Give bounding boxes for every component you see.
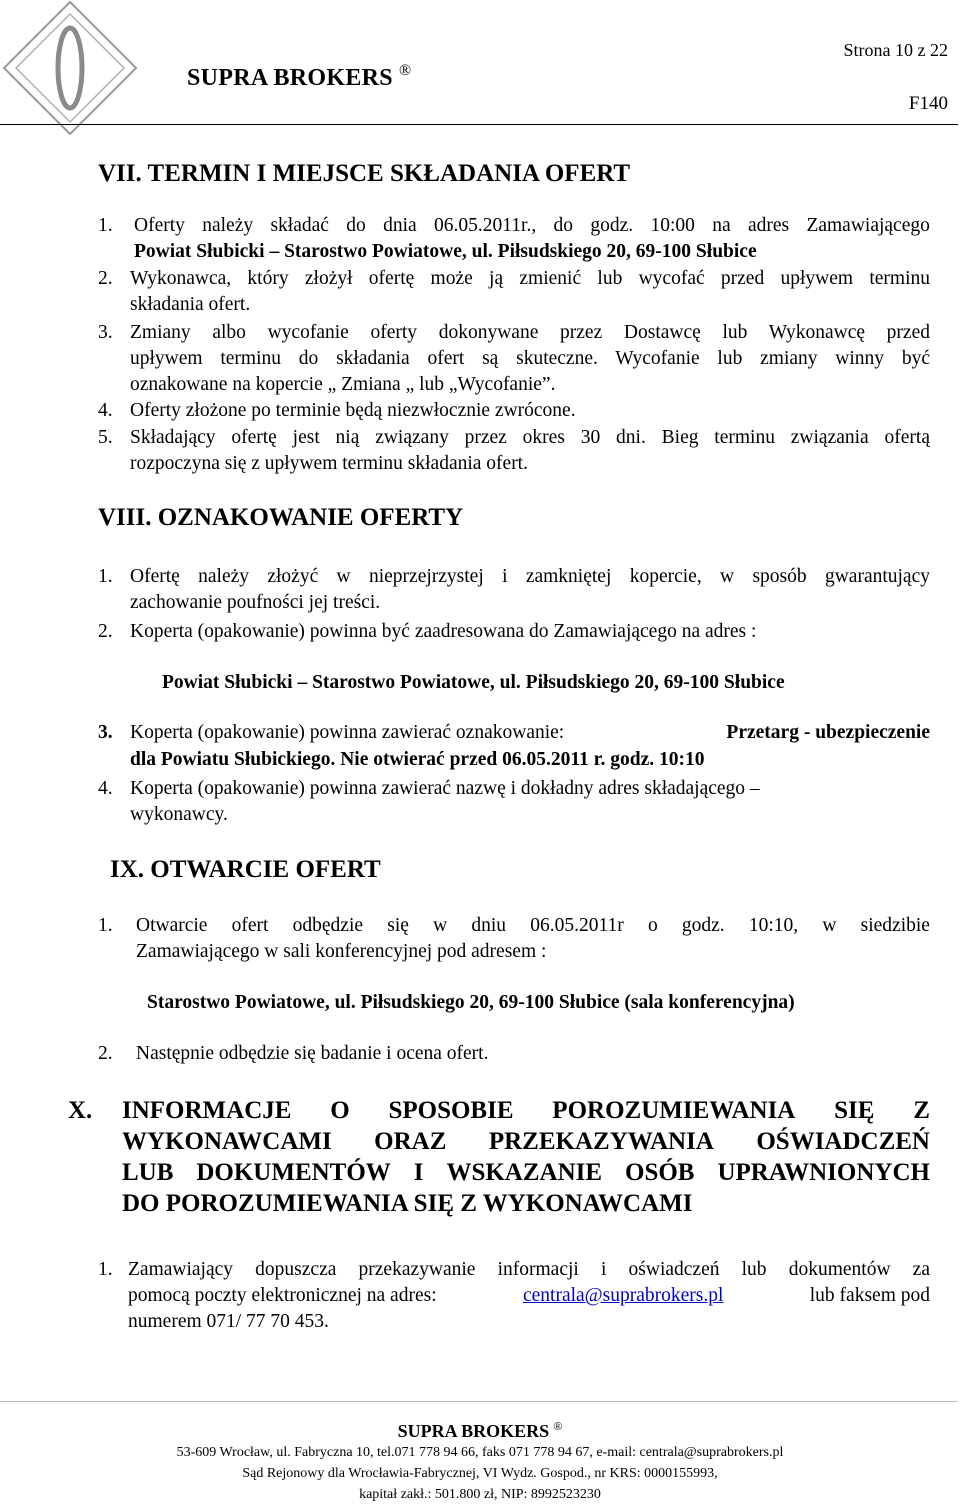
s10-item-1-line-3: numerem 071/ 77 70 453. — [128, 1311, 329, 1332]
footer-capital-line: kapitał zakł.: 501.800 zł, NIP: 8992523230 — [359, 1487, 601, 1502]
s8-item-3-line-1: Koperta (opakowanie) powinna zawierać oznakowanie: Przetarg - ubezpieczenie — [130, 722, 930, 743]
s8-item-1-line-2: zachowanie poufności jej treści. — [130, 592, 381, 613]
s7-item-1-line-1: Oferty należy składać do dnia 06.05.2011r., do godz. 10:00 na adres Zamawiającego — [134, 215, 930, 236]
footer — [0, 1416, 960, 1505]
s9-item-2-line-1: Następnie odbędzie się badanie i ocena ofert. — [136, 1043, 489, 1064]
item-number: 1. — [98, 1259, 113, 1280]
s7-item-2-line-1: Wykonawca, który złożył ofertę może ją zmienić lub wycofać przed upływem terminu — [130, 268, 930, 289]
section-9-title: IX. OTWARCIE OFERT — [110, 856, 381, 883]
item-number: 2. — [98, 621, 113, 642]
s9-item-1-line-2: Zamawiającego w sali konferencyjnej pod adresem : — [136, 941, 547, 962]
footer-registry-line: Sąd Rejonowy dla Wrocławia-Fabrycznej, VI Wydz. Gospod., nr KRS: 0000155993, — [242, 1466, 718, 1481]
document-code: F140 — [908, 93, 948, 114]
header-divider — [0, 124, 958, 125]
s8-item-4-line-2: wykonawcy. — [130, 804, 228, 825]
s9-opening-address: Starostwo Powiatowe, ul. Piłsudskiego 20, 69-100 Słubice (sala konferencyjna) — [147, 992, 795, 1013]
s8-item-2-line-1: Koperta (opakowanie) powinna być zaadresowana do Zamawiającego na adres : — [130, 621, 757, 642]
section-10-title-line-2: WYKONAWCAMI ORAZ PRZEKAZYWANIA OŚWIADCZEŃ — [122, 1128, 930, 1155]
s7-item-2-line-2: składania ofert. — [130, 294, 251, 315]
s10-item-1-line-2: pomocą poczty elektronicznej na adres: centrala@suprabrokers.pl lub faksem pod — [128, 1283, 930, 1309]
item-number: 1. — [98, 215, 113, 236]
s8-item-1-line-1: Ofertę należy złożyć w nieprzejrzystej i zamkniętej kopercie, w sposób gwarantujący — [130, 566, 930, 587]
section-8-title: VIII. OZNAKOWANIE OFERTY — [98, 504, 464, 531]
item-number: 3. — [98, 322, 113, 343]
s7-item-3-line-2: upływem terminu do składania ofert są skuteczne. Wycofanie lub zmiany winny być — [130, 348, 930, 369]
s7-item-3-line-3: oznakowane na kopercie „ Zmiana „ lub „Wycofanie”. — [130, 374, 556, 395]
item-number: 1. — [98, 915, 113, 936]
company-logo — [0, 0, 140, 140]
section-10-title-line-3: LUB DOKUMENTÓW I WSKAZANIE OSÓB UPRAWNIONYCH — [122, 1159, 930, 1186]
section-10-title-line-1: INFORMACJE O SPOSOBIE POROZUMIEWANIA SIĘ Z — [122, 1097, 930, 1124]
header-brand: SUPRA BROKERS ® — [187, 62, 412, 91]
item-number: 1. — [98, 566, 113, 587]
s7-item-3-line-1: Zmiany albo wycofanie oferty dokonywane przez Dostawcę lub Wykonawcę przed — [130, 322, 930, 343]
item-number: 5. — [98, 427, 113, 448]
page-number: Strona 10 z 22 — [843, 40, 948, 60]
section-10-title-line-4: DO POROZUMIEWANIA SIĘ Z WYKONAWCAMI — [122, 1190, 693, 1217]
s7-item-1-address: Powiat Słubicki – Starostwo Powiatowe, ul. Piłsudskiego 20, 69-100 Słubice — [134, 241, 757, 262]
footer-divider — [0, 1401, 958, 1402]
email-link[interactable]: centrala@suprabrokers.pl — [522, 1285, 724, 1306]
s8-delivery-address: Powiat Słubicki – Starostwo Powiatowe, ul. Piłsudskiego 20, 69-100 Słubice — [162, 672, 785, 693]
footer-address-line: 53-609 Wrocław, ul. Fabryczna 10, tel.071 778 94 66, faks 071 778 94 67, e-mail: centrala@suprabrokers.pl — [176, 1445, 784, 1460]
section-10-number: X. — [68, 1097, 93, 1124]
item-number: 4. — [98, 400, 113, 421]
s10-item-1-line-1: Zamawiający dopuszcza przekazywanie informacji i oświadczeń lub dokumentów za — [128, 1259, 930, 1280]
s7-item-4-line-1: Oferty złożone po terminie będą niezwłocznie zwrócone. — [130, 400, 576, 421]
s8-item-3-line-2: dla Powiatu Słubickiego. Nie otwierać przed 06.05.2011 r. godz. 10:10 — [130, 749, 705, 770]
s7-item-5-line-1: Składający ofertę jest nią związany przez okres 30 dni. Bieg terminu związania ofertą — [130, 427, 930, 448]
footer-brand: SUPRA BROKERS ® — [397, 1419, 563, 1441]
item-number: 4. — [98, 778, 113, 799]
s8-item-4-line-1: Koperta (opakowanie) powinna zawierać nazwę i dokładny adres składającego – — [130, 778, 760, 799]
s9-item-1-line-1: Otwarcie ofert odbędzie się w dniu 06.05.2011r o godz. 10:10, w siedzibie — [136, 915, 930, 936]
item-number: 3. — [98, 722, 113, 743]
registered-mark: ® — [398, 62, 412, 79]
s7-item-5-line-2: rozpoczyna się z upływem terminu składania ofert. — [130, 453, 528, 474]
section-7-title: VII. TERMIN I MIEJSCE SKŁADANIA OFERT — [98, 160, 631, 187]
item-number: 2. — [98, 268, 113, 289]
item-number: 2. — [98, 1043, 113, 1064]
